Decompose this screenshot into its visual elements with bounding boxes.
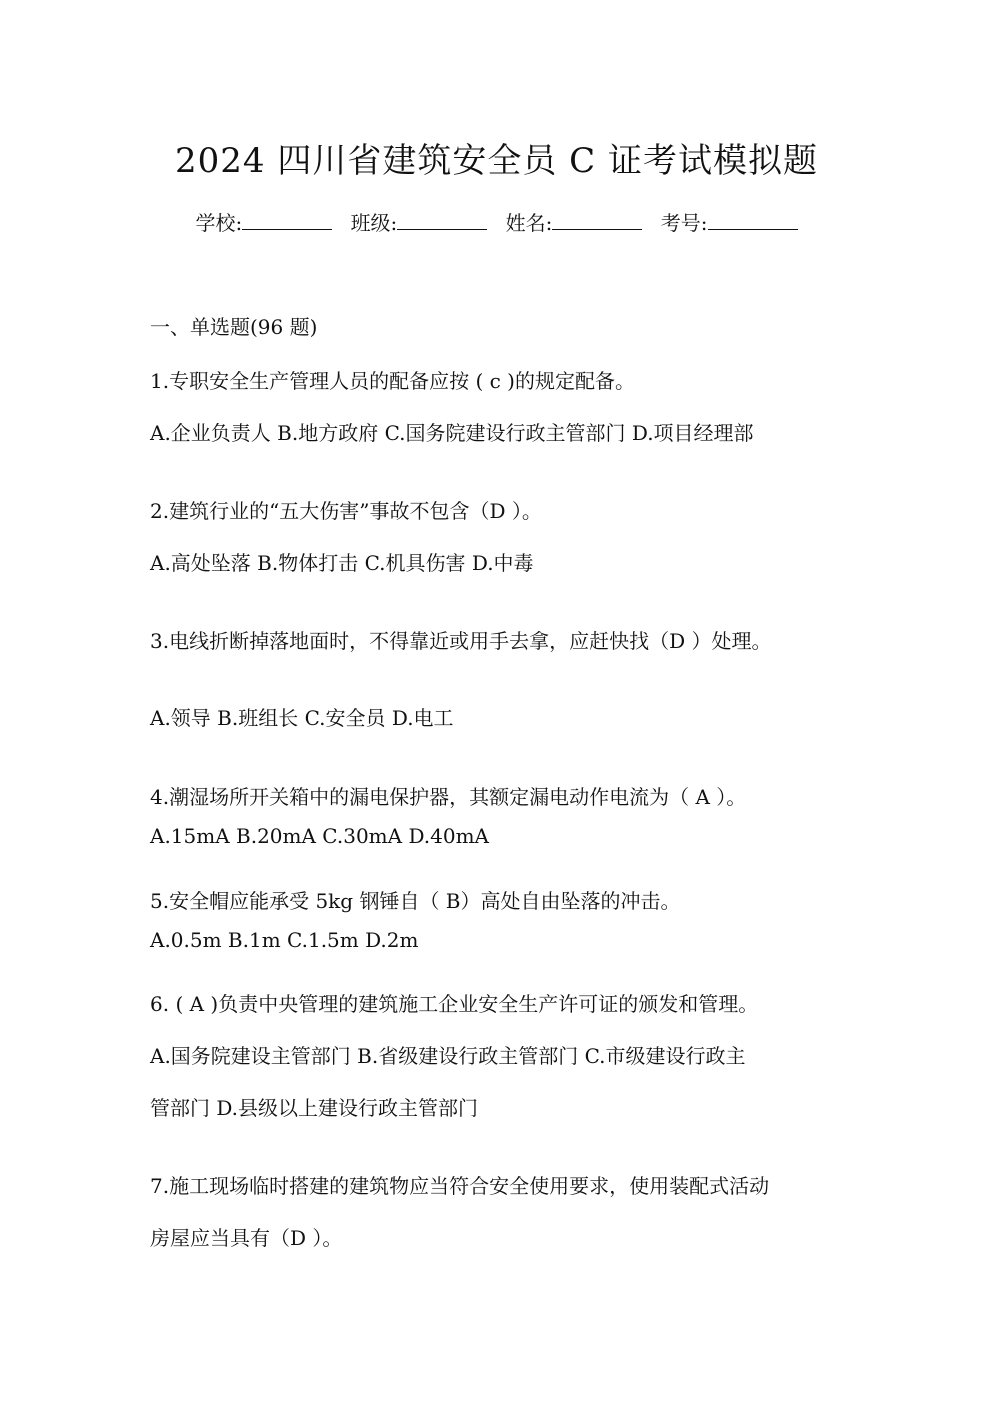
section-heading: 一、单选题(96 题) bbox=[150, 315, 318, 339]
class-blank bbox=[397, 209, 487, 230]
school-blank bbox=[242, 209, 332, 230]
question-5-stem: 5.安全帽应能承受 5kg 钢锤自（ B）高处自由坠落的冲击。 bbox=[150, 889, 681, 913]
name-blank bbox=[552, 209, 642, 230]
question-6-options-line-1: A.国务院建设主管部门 B.省级建设行政主管部门 C.市级建设行政主 bbox=[150, 1044, 746, 1068]
question-7-stem-line-1: 7.施工现场临时搭建的建筑物应当符合安全使用要求，使用装配式活动 bbox=[150, 1174, 770, 1198]
question-2-options: A.高处坠落 B.物体打击 C.机具伤害 D.中毒 bbox=[150, 551, 534, 575]
question-7-stem-line-2: 房屋应当具有（D ）。 bbox=[150, 1226, 343, 1250]
class-label: 班级: bbox=[350, 211, 398, 235]
question-1-stem: 1.专职安全生产管理人员的配备应按 ( c )的规定配备。 bbox=[150, 369, 635, 393]
name-label: 姓名: bbox=[505, 211, 553, 235]
question-4-stem: 4.潮湿场所开关箱中的漏电保护器，其额定漏电动作电流为（ A ）。 bbox=[150, 785, 747, 809]
question-6-stem: 6. ( A )负责中央管理的建筑施工企业安全生产许可证的颁发和管理。 bbox=[150, 992, 759, 1016]
question-5-options: A.0.5m B.1m C.1.5m D.2m bbox=[150, 928, 419, 952]
question-1-options: A.企业负责人 B.地方政府 C.国务院建设行政主管部门 D.项目经理部 bbox=[150, 421, 754, 445]
exam-number-blank bbox=[708, 209, 798, 230]
class-field bbox=[351, 208, 488, 238]
question-4-options: A.15mA B.20mA C.30mA D.40mA bbox=[150, 824, 489, 848]
exam-number-label: 考号: bbox=[660, 211, 708, 235]
question-3-stem: 3.电线折断掉落地面时，不得靠近或用手去拿，应赶快找（D ）处理。 bbox=[150, 629, 772, 653]
name-field bbox=[506, 208, 643, 238]
student-info-row bbox=[0, 208, 993, 238]
exam-title: 2024 四川省建筑安全员 C 证考试模拟题 bbox=[175, 141, 818, 181]
question-2-stem: 2.建筑行业的“五大伤害”事故不包含（D ）。 bbox=[150, 499, 542, 523]
question-3-options: A.领导 B.班组长 C.安全员 D.电工 bbox=[150, 706, 454, 730]
exam-number-field bbox=[661, 208, 798, 238]
school-field bbox=[195, 208, 332, 238]
school-label: 学校: bbox=[195, 211, 243, 235]
question-6-options-line-2: 管部门 D.县级以上建设行政主管部门 bbox=[150, 1096, 479, 1120]
